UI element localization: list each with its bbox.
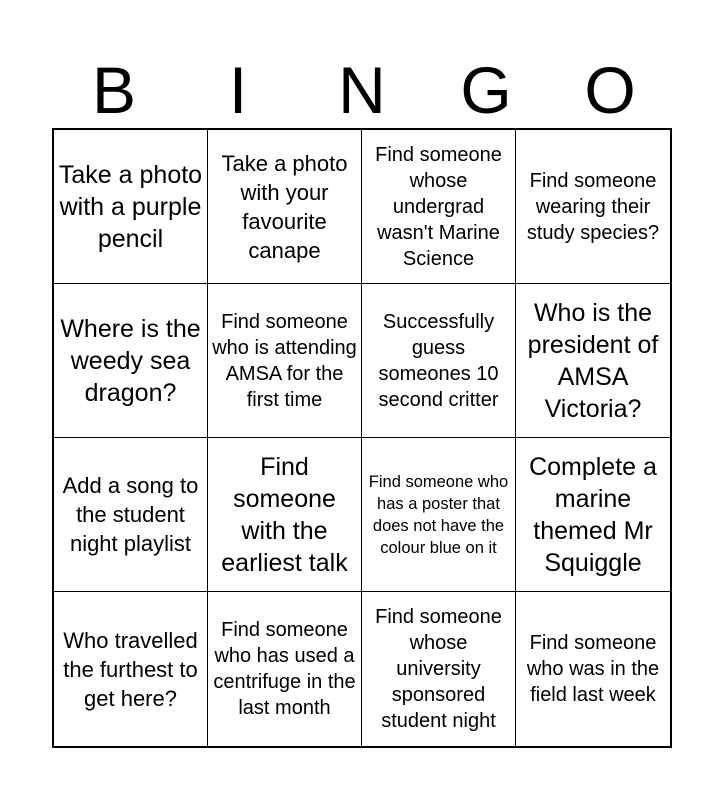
cell-text: Successfully guess someones 10 second critter [378,310,499,411]
cell-text: Find someone who has a poster that does not have the colour blue on it [368,472,509,557]
bingo-cell[interactable] [54,592,208,746]
cell-text: Where is the weedy sea dragon? [60,314,201,407]
cell-text: Find someone wearing their study species? [526,169,660,244]
cell-text: Find someone with the earliest talk [221,452,348,577]
cell-text: Complete a marine themed Mr Squiggle [529,452,657,577]
bingo-cell[interactable] [54,130,208,284]
cell-text: Who travelled the furthest to get here? [63,627,198,711]
cell-text: Find someone who is attending AMSA for the first time [212,310,357,411]
cell-text: Find someone whose undergrad wasn't Marine Science [375,143,502,270]
bingo-cell[interactable] [362,592,516,746]
cell-text: Find someone who was in the field last week [526,632,660,706]
bingo-cell[interactable] [516,592,670,746]
cell-text: Find someone whose university sponsored student night [375,606,502,732]
bingo-board [52,128,672,748]
cell-text: Take a photo with a purple pencil [58,160,203,253]
bingo-header [52,52,672,128]
header-letter-i: I [228,53,248,127]
bingo-cell[interactable] [208,130,362,284]
bingo-cell[interactable] [362,284,516,438]
bingo-cell[interactable] [208,438,362,592]
bingo-cell[interactable] [516,130,670,284]
header-letter-o: O [584,53,636,127]
bingo-cell[interactable] [362,130,516,284]
bingo-cell[interactable] [516,438,670,592]
cell-text: Find someone who has used a centrifuge in the last month [213,619,356,719]
bingo-cell[interactable] [516,284,670,438]
header-letter-n: N [338,53,386,127]
bingo-cell[interactable] [362,438,516,592]
bingo-cell[interactable] [54,284,208,438]
cell-text: Add a song to the student night playlist [62,473,199,556]
header-letter-b: B [91,53,137,127]
cell-text: Take a photo with your favourite canape [221,150,348,263]
bingo-cell[interactable] [208,592,362,746]
header-letter-g: G [460,53,512,127]
bingo-cell[interactable] [54,438,208,592]
bingo-cell[interactable] [208,284,362,438]
cell-text: Who is the president of AMSA Victoria? [527,298,659,423]
